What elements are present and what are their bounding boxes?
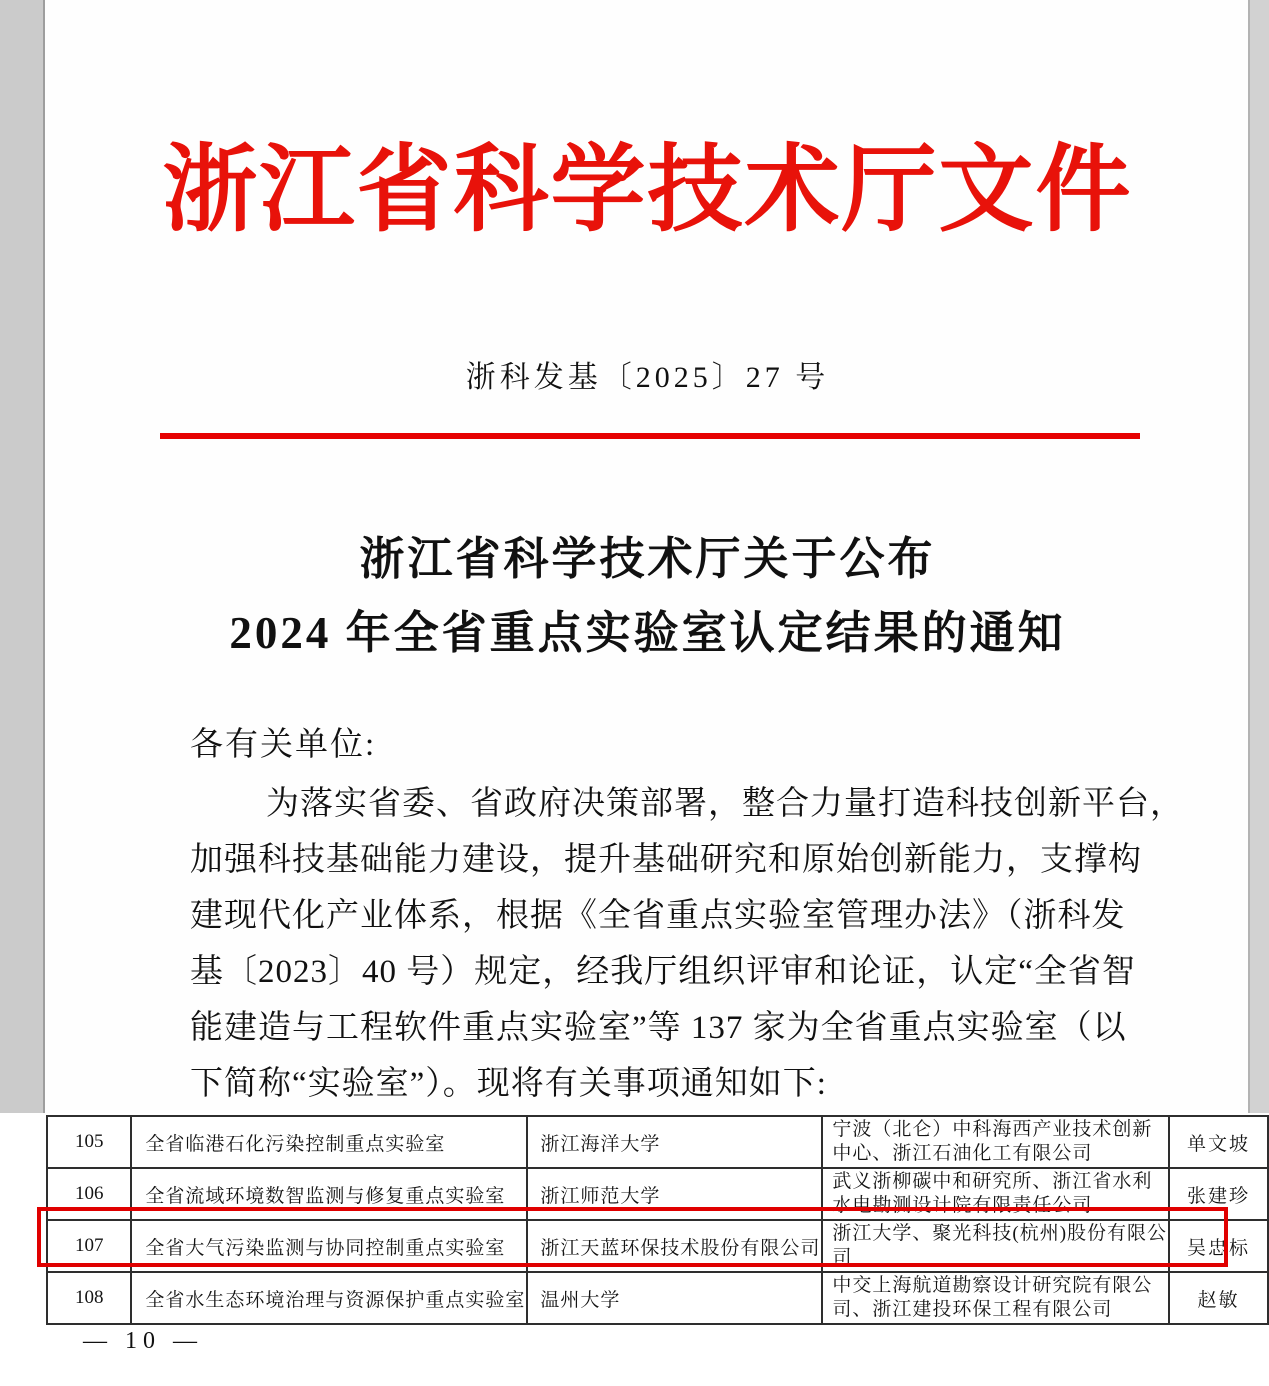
table-row-108	[47, 1272, 1268, 1324]
salutation: 各有关单位:	[190, 727, 377, 763]
body-line: 加强科技基础能力建设，提升基础研究和原始创新能力，支撑构	[190, 842, 1142, 878]
cell-institution: 浙江海洋大学	[527, 1116, 822, 1168]
cell-row-number: 108	[47, 1272, 131, 1324]
table-row-106	[47, 1168, 1268, 1220]
cell-lab-name: 全省水生态环境治理与资源保护重点实验室	[131, 1272, 527, 1324]
table-row-105	[47, 1116, 1268, 1168]
document-number: 浙科发基〔2025〕27 号	[465, 361, 830, 394]
cell-partner-institutions	[822, 1220, 1169, 1272]
cell-line: 中心、浙江石油化工有限公司	[832, 1143, 1093, 1164]
body-line: 能建造与工程软件重点实验室”等 137 家为全省重点实验室（以	[190, 1010, 1127, 1046]
red-divider-rule	[160, 433, 1140, 439]
cell-row-number: 106	[47, 1168, 131, 1220]
cell-line: 武义浙柳碳中和研究所、浙江省水利	[832, 1171, 1153, 1192]
cell-director-name: 赵敏	[1169, 1272, 1268, 1324]
cell-partner-institutions	[822, 1116, 1169, 1168]
body-paragraph	[190, 776, 1184, 1112]
cell-row-number: 107	[47, 1220, 131, 1272]
cell-line: 水电勘测设计院有限责任公司	[832, 1195, 1093, 1216]
cell-director-name: 吴忠标	[1169, 1220, 1268, 1272]
cell-line: 司	[832, 1247, 853, 1268]
table-row-107	[47, 1220, 1268, 1272]
cell-partner-institutions	[822, 1168, 1169, 1220]
cell-row-number: 105	[47, 1116, 131, 1168]
scan-left-margin	[0, 0, 45, 1113]
body-line: 基〔2023〕40 号）规定，经我厅组织评审和论证，认定“全省智	[190, 954, 1136, 990]
cell-director-name: 张建珍	[1169, 1168, 1268, 1220]
cell-lab-name: 全省临港石化污染控制重点实验室	[131, 1116, 527, 1168]
cell-institution: 浙江天蓝环保技术股份有限公司	[527, 1220, 822, 1272]
lab-table	[46, 1115, 1269, 1325]
notice-title-line1: 浙江省科学技术厅关于公布	[359, 534, 936, 584]
body-line: 建现代化产业体系，根据《全省重点实验室管理办法》（浙科发	[190, 898, 1126, 934]
notice-title-line2: 2024 年全省重点实验室认定结果的通知	[229, 608, 1066, 658]
cell-institution: 温州大学	[527, 1272, 822, 1324]
cell-line: 中交上海航道勘察设计研究院有限公	[832, 1275, 1153, 1296]
cell-institution: 浙江师范大学	[527, 1168, 822, 1220]
body-line: 下简称“实验室”）。现将有关事项通知如下:	[190, 1066, 827, 1102]
table-section	[0, 1113, 1269, 1386]
page-number: — 10 —	[83, 1328, 203, 1354]
cell-lab-name: 全省大气污染监测与协同控制重点实验室	[131, 1220, 527, 1272]
document-title: 浙江省科学技术厅文件	[162, 137, 1133, 243]
notice-title	[45, 522, 1250, 670]
cell-partner-institutions	[822, 1272, 1169, 1324]
cell-director-name: 单文坡	[1169, 1116, 1268, 1168]
cell-lab-name: 全省流域环境数智监测与修复重点实验室	[131, 1168, 527, 1220]
cell-line: 司、浙江建投环保工程有限公司	[832, 1299, 1113, 1320]
scan-right-margin	[1248, 0, 1269, 1113]
body-line: 为落实省委、省政府决策部署，整合力量打造科技创新平台，	[266, 786, 1184, 822]
lab-table-body	[47, 1116, 1268, 1324]
cell-line: 浙江大学、聚光科技(杭州)股份有限公	[832, 1223, 1168, 1244]
cell-line: 宁波（北仑）中科海西产业技术创新	[832, 1119, 1153, 1140]
